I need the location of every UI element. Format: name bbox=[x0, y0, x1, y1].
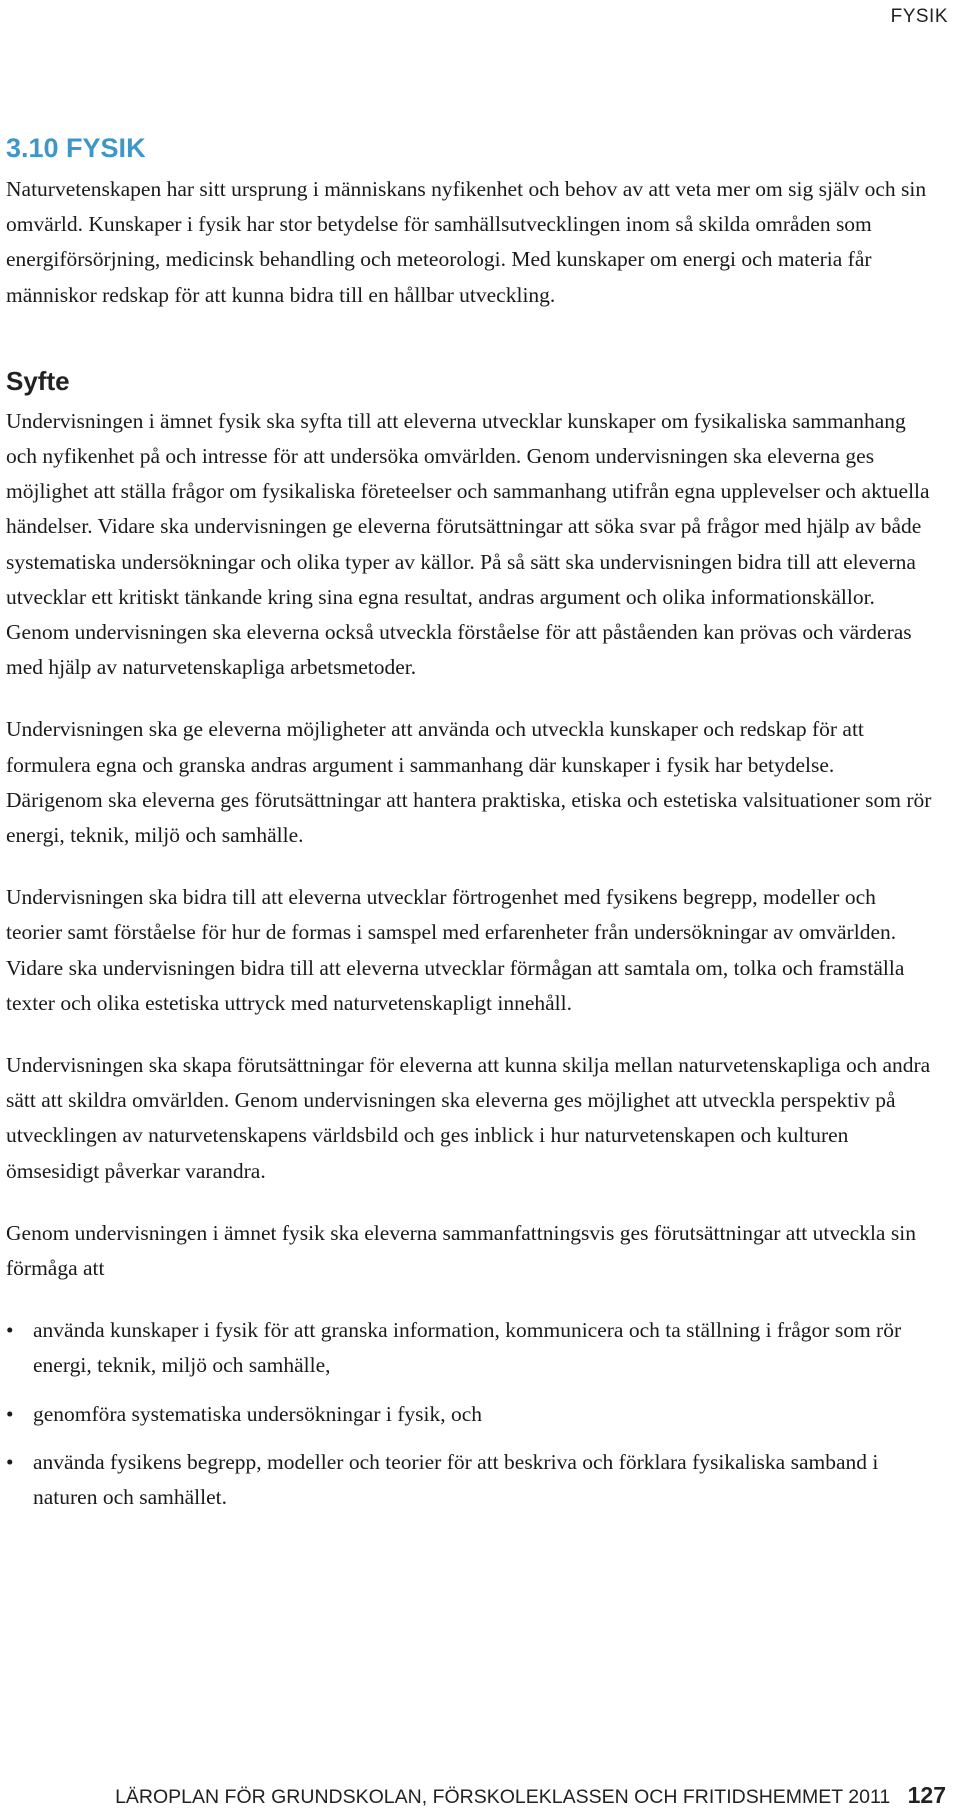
list-item-text: genomföra systematiska undersökningar i fysik, och bbox=[33, 1401, 483, 1426]
syfte-paragraph-1: Undervisningen i ämnet fysik ska syfta till att eleverna utvecklar kunskaper om fysikaliska sammanhang och nyfikenhet på och intresse för att undersöka omvärlden. Genom undervisningen ska eleverna ges möjlighet att ställa frågor om fysikaliska företeelser och sammanhang utifrån egna upplevelser och aktuella händelser. Vidare ska undervisningen ge eleverna förutsättningar att söka svar på frågor med hjälp av både systematiska undersökningar och olika typer av källor. På så sätt ska undervisningen bidra till att eleverna utvecklar ett kritiskt tänkande kring sina egna resultat, andras argument och olika informationskällor. Genom undervisningen ska eleverna också utveckla förståelse för att påståenden kan prövas och värderas med hjälp av naturvetenskapliga arbetsmetoder. bbox=[6, 408, 930, 680]
syfte-paragraph-2: Undervisningen ska ge eleverna möjligheter att använda och utveckla kunskaper och redskap för att formulera egna och granska andras argument i sammanhang där kunskaper i fysik har betydelse. Därigenom ska eleverna ges förutsättningar att hantera praktiska, etiska och estetiska valsituationer som rör energi, teknik, miljö och samhälle. bbox=[6, 717, 932, 848]
list-item bbox=[6, 1313, 936, 1383]
publication-title: LÄROPLAN FÖR GRUNDSKOLAN, FÖRSKOLEKLASSEN OCH FRITIDSHEMMET 2011 bbox=[115, 1786, 891, 1808]
syfte-heading: Syfte bbox=[6, 365, 70, 396]
section-title: 3.10 FYSIK bbox=[6, 133, 146, 163]
list-item bbox=[6, 1445, 936, 1515]
bullet-icon: • bbox=[6, 1401, 14, 1426]
running-head: FYSIK bbox=[890, 6, 948, 27]
bullet-icon: • bbox=[6, 1449, 14, 1474]
page-number: 127 bbox=[907, 1782, 946, 1808]
page-content bbox=[6, 128, 936, 1528]
list-item-text: använda kunskaper i fysik för att granska information, kommunicera och ta ställning i frågor som rör energi, teknik, miljö och samhälle, bbox=[33, 1318, 902, 1378]
list-item-text: använda fysikens begrepp, modeller och teorier för att beskriva och förklara fysikaliska samband i naturen och samhället. bbox=[33, 1449, 879, 1510]
intro-paragraph: Naturvetenskapen har sitt ursprung i människans nyfikenhet och behov av att veta mer om sig själv och sin omvärld. Kunskaper i fysik har stor betydelse för samhällsutvecklingen inom så skilda områden som energiförsörjning, medicinsk behandling och meteorologi. Med kunskaper om energi och materia får människor redskap för att kunna bidra till en hållbar utveckling. bbox=[6, 177, 927, 307]
bullet-icon: • bbox=[6, 1318, 14, 1343]
syfte-paragraph-3: Undervisningen ska bidra till att eleverna utvecklar förtrogenhet med fysikens begrepp, modeller och teorier samt förståelse för hur de formas i samspel med erfarenheter från undersökningar av omvärlden. Vidare ska undervisningen bidra till att eleverna utvecklar förmågan att samtala om, tolka och framställa texter och olika estetiska uttryck med naturvetenskapligt innehåll. bbox=[6, 885, 905, 1015]
list-item bbox=[6, 1397, 936, 1432]
syfte-paragraph-5: Genom undervisningen i ämnet fysik ska eleverna sammanfattningsvis ges förutsättningar att utveckla sin förmåga att bbox=[6, 1220, 916, 1281]
goal-list bbox=[6, 1313, 936, 1515]
syfte-paragraph-4: Undervisningen ska skapa förutsättningar för eleverna att kunna skilja mellan naturvetenskapliga och andra sätt att skildra omvärlden. Genom undervisningen ska eleverna ges möjlighet att utveckla perspektiv på utvecklingen av naturvetenskapens världsbild och ges inblick i hur naturvetenskapen och kulturen ömsesidigt påverkar varandra. bbox=[6, 1053, 931, 1183]
page-footer bbox=[115, 1782, 946, 1809]
